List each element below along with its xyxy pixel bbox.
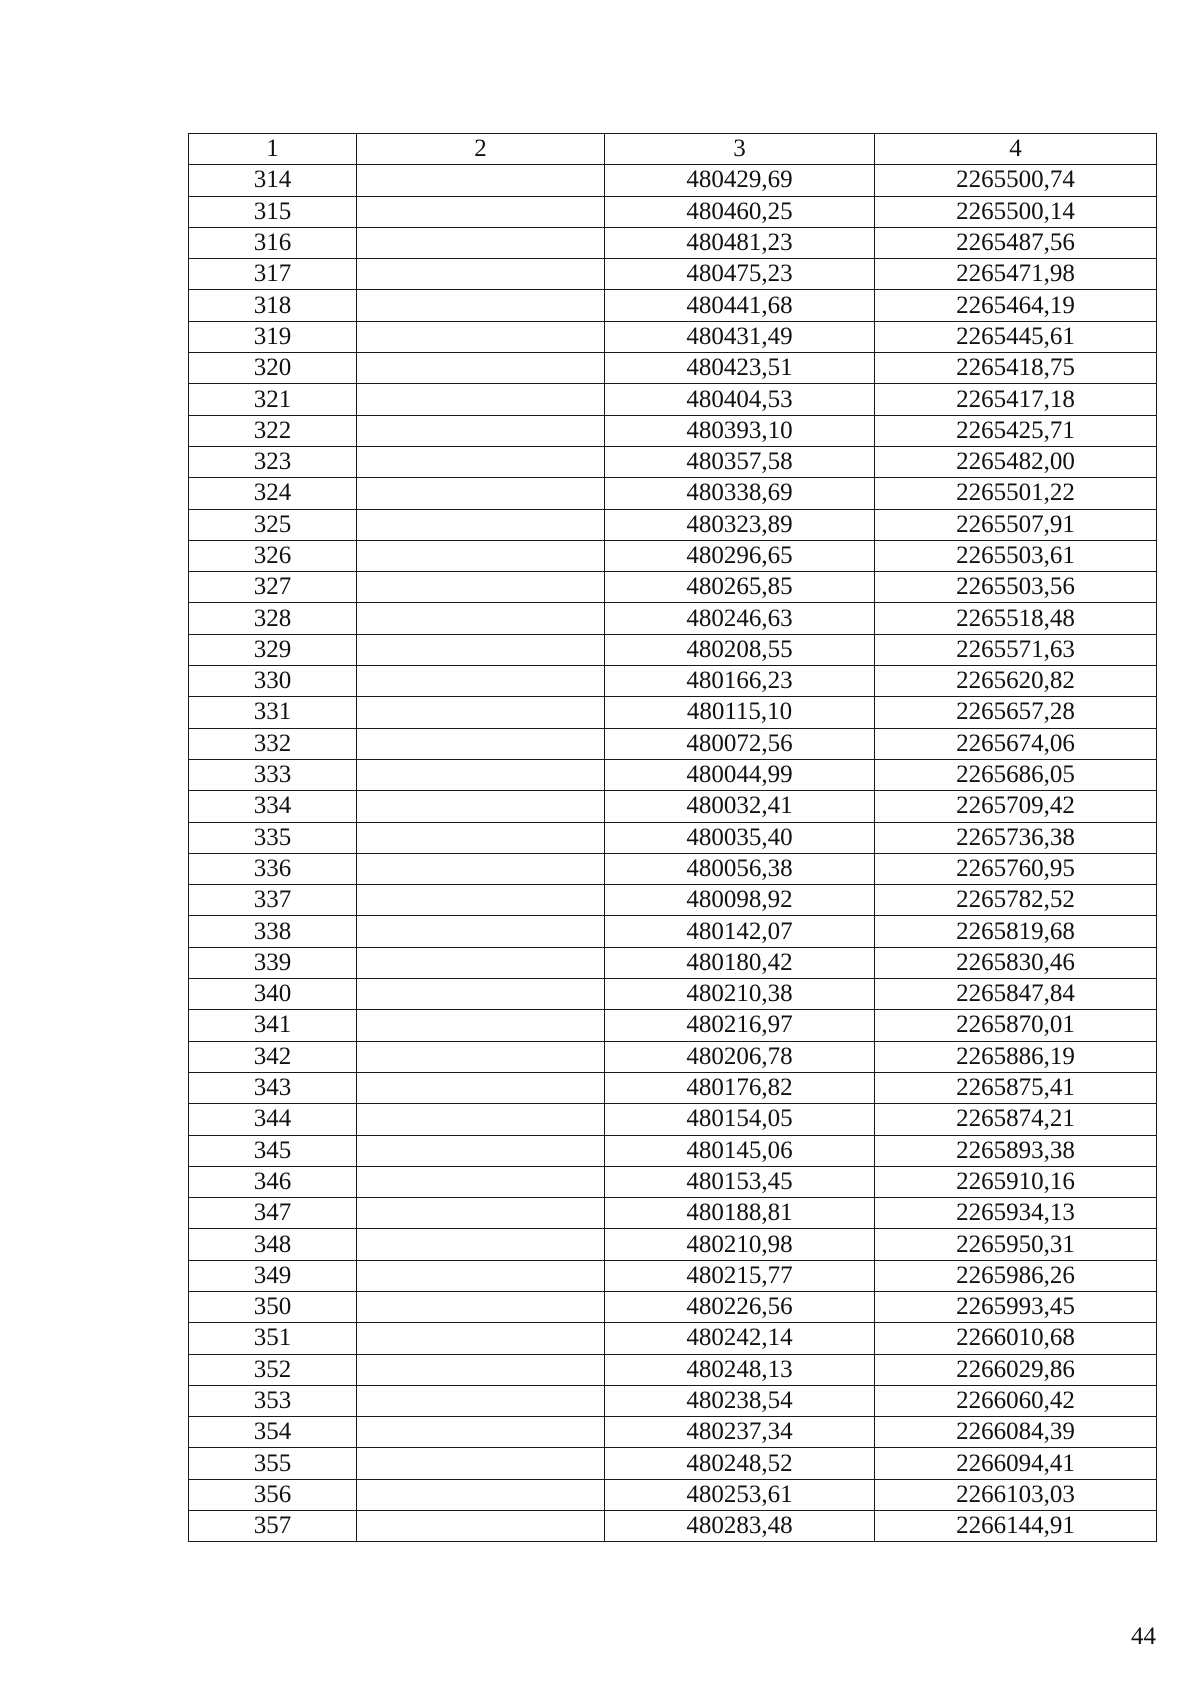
empty-cell [357,1010,605,1041]
x-coordinate-cell: 480153,45 [605,1166,875,1197]
point-number-cell: 341 [189,1010,357,1041]
table-row [189,1041,1157,1072]
empty-cell [357,885,605,916]
table-row [189,1417,1157,1448]
y-coordinate-cell: 2265657,28 [875,697,1157,728]
table-row [189,1072,1157,1103]
table-row [189,1323,1157,1354]
empty-cell [357,415,605,446]
x-coordinate-cell: 480238,54 [605,1385,875,1416]
table-row [189,540,1157,571]
table-row [189,1260,1157,1291]
point-number-cell: 354 [189,1417,357,1448]
table-row [189,853,1157,884]
point-number-cell: 340 [189,979,357,1010]
point-number-cell: 346 [189,1166,357,1197]
table-row [189,759,1157,790]
y-coordinate-cell: 2265874,21 [875,1104,1157,1135]
column-header-2: 2 [357,134,605,165]
table-row [189,384,1157,415]
table-row [189,509,1157,540]
empty-cell [357,1417,605,1448]
x-coordinate-cell: 480357,58 [605,446,875,477]
column-header-1: 1 [189,134,357,165]
y-coordinate-cell: 2265893,38 [875,1135,1157,1166]
x-coordinate-cell: 480246,63 [605,603,875,634]
x-coordinate-cell: 480142,07 [605,916,875,947]
empty-cell [357,791,605,822]
x-coordinate-cell: 480210,98 [605,1229,875,1260]
table-row [189,603,1157,634]
point-number-cell: 331 [189,697,357,728]
empty-cell [357,384,605,415]
empty-cell [357,478,605,509]
y-coordinate-cell: 2265870,01 [875,1010,1157,1041]
column-header-3: 3 [605,134,875,165]
point-number-cell: 336 [189,853,357,884]
table-row [189,1104,1157,1135]
table-row [189,1385,1157,1416]
y-coordinate-cell: 2266060,42 [875,1385,1157,1416]
point-number-cell: 322 [189,415,357,446]
empty-cell [357,290,605,321]
point-number-cell: 321 [189,384,357,415]
x-coordinate-cell: 480072,56 [605,728,875,759]
y-coordinate-cell: 2265875,41 [875,1072,1157,1103]
point-number-cell: 320 [189,353,357,384]
x-coordinate-cell: 480429,69 [605,165,875,196]
point-number-cell: 335 [189,822,357,853]
empty-cell [357,1104,605,1135]
point-number-cell: 333 [189,759,357,790]
y-coordinate-cell: 2265501,22 [875,478,1157,509]
point-number-cell: 339 [189,947,357,978]
table-row [189,916,1157,947]
y-coordinate-cell: 2265571,63 [875,634,1157,665]
y-coordinate-cell: 2265782,52 [875,885,1157,916]
x-coordinate-cell: 480035,40 [605,822,875,853]
table-row [189,791,1157,822]
y-coordinate-cell: 2265620,82 [875,666,1157,697]
point-number-cell: 316 [189,227,357,258]
y-coordinate-cell: 2266094,41 [875,1448,1157,1479]
x-coordinate-cell: 480323,89 [605,509,875,540]
point-number-cell: 353 [189,1385,357,1416]
y-coordinate-cell: 2265445,61 [875,321,1157,352]
table-header-row [189,134,1157,165]
table-row [189,196,1157,227]
x-coordinate-cell: 480242,14 [605,1323,875,1354]
point-number-cell: 337 [189,885,357,916]
point-number-cell: 330 [189,666,357,697]
table-row [189,415,1157,446]
empty-cell [357,853,605,884]
x-coordinate-cell: 480188,81 [605,1198,875,1229]
x-coordinate-cell: 480296,65 [605,540,875,571]
x-coordinate-cell: 480056,38 [605,853,875,884]
x-coordinate-cell: 480208,55 [605,634,875,665]
y-coordinate-cell: 2265507,91 [875,509,1157,540]
x-coordinate-cell: 480423,51 [605,353,875,384]
empty-cell [357,446,605,477]
x-coordinate-cell: 480237,34 [605,1417,875,1448]
point-number-cell: 349 [189,1260,357,1291]
point-number-cell: 343 [189,1072,357,1103]
x-coordinate-cell: 480253,61 [605,1479,875,1510]
point-number-cell: 329 [189,634,357,665]
empty-cell [357,353,605,384]
y-coordinate-cell: 2265709,42 [875,791,1157,822]
point-number-cell: 355 [189,1448,357,1479]
x-coordinate-cell: 480176,82 [605,1072,875,1103]
table-row [189,446,1157,477]
y-coordinate-cell: 2265464,19 [875,290,1157,321]
point-number-cell: 317 [189,259,357,290]
empty-cell [357,1511,605,1542]
point-number-cell: 347 [189,1198,357,1229]
table-row [189,979,1157,1010]
table-row [189,572,1157,603]
y-coordinate-cell: 2265847,84 [875,979,1157,1010]
empty-cell [357,634,605,665]
empty-cell [357,1323,605,1354]
x-coordinate-cell: 480154,05 [605,1104,875,1135]
empty-cell [357,979,605,1010]
x-coordinate-cell: 480206,78 [605,1041,875,1072]
x-coordinate-cell: 480338,69 [605,478,875,509]
x-coordinate-cell: 480248,13 [605,1354,875,1385]
y-coordinate-cell: 2265417,18 [875,384,1157,415]
y-coordinate-cell: 2266084,39 [875,1417,1157,1448]
x-coordinate-cell: 480180,42 [605,947,875,978]
x-coordinate-cell: 480248,52 [605,1448,875,1479]
x-coordinate-cell: 480115,10 [605,697,875,728]
y-coordinate-cell: 2265910,16 [875,1166,1157,1197]
y-coordinate-cell: 2265674,06 [875,728,1157,759]
y-coordinate-cell: 2265934,13 [875,1198,1157,1229]
point-number-cell: 319 [189,321,357,352]
y-coordinate-cell: 2266144,91 [875,1511,1157,1542]
table-row [189,1010,1157,1041]
x-coordinate-cell: 480265,85 [605,572,875,603]
y-coordinate-cell: 2265471,98 [875,259,1157,290]
x-coordinate-cell: 480098,92 [605,885,875,916]
x-coordinate-cell: 480441,68 [605,290,875,321]
point-number-cell: 344 [189,1104,357,1135]
x-coordinate-cell: 480166,23 [605,666,875,697]
empty-cell [357,1448,605,1479]
table-row [189,666,1157,697]
table-body [189,165,1157,1542]
empty-cell [357,196,605,227]
empty-cell [357,728,605,759]
table-row [189,1479,1157,1510]
table-row [189,227,1157,258]
point-number-cell: 326 [189,540,357,571]
x-coordinate-cell: 480210,38 [605,979,875,1010]
x-coordinate-cell: 480044,99 [605,759,875,790]
empty-cell [357,1260,605,1291]
y-coordinate-cell: 2265830,46 [875,947,1157,978]
empty-cell [357,572,605,603]
empty-cell [357,1479,605,1510]
table-row [189,259,1157,290]
table-row [189,353,1157,384]
empty-cell [357,321,605,352]
table-row [189,165,1157,196]
x-coordinate-cell: 480481,23 [605,227,875,258]
empty-cell [357,1291,605,1322]
column-header-4: 4 [875,134,1157,165]
point-number-cell: 327 [189,572,357,603]
y-coordinate-cell: 2265986,26 [875,1260,1157,1291]
point-number-cell: 352 [189,1354,357,1385]
empty-cell [357,916,605,947]
table-row [189,321,1157,352]
point-number-cell: 324 [189,478,357,509]
table-row [189,885,1157,916]
point-number-cell: 325 [189,509,357,540]
point-number-cell: 314 [189,165,357,196]
y-coordinate-cell: 2265482,00 [875,446,1157,477]
table-row [189,478,1157,509]
empty-cell [357,697,605,728]
point-number-cell: 348 [189,1229,357,1260]
table-row [189,1291,1157,1322]
x-coordinate-cell: 480404,53 [605,384,875,415]
point-number-cell: 357 [189,1511,357,1542]
empty-cell [357,227,605,258]
x-coordinate-cell: 480215,77 [605,1260,875,1291]
y-coordinate-cell: 2265886,19 [875,1041,1157,1072]
y-coordinate-cell: 2266010,68 [875,1323,1157,1354]
empty-cell [357,540,605,571]
x-coordinate-cell: 480460,25 [605,196,875,227]
y-coordinate-cell: 2266103,03 [875,1479,1157,1510]
y-coordinate-cell: 2265819,68 [875,916,1157,947]
y-coordinate-cell: 2265503,56 [875,572,1157,603]
empty-cell [357,1135,605,1166]
empty-cell [357,509,605,540]
y-coordinate-cell: 2265500,74 [875,165,1157,196]
table-row [189,822,1157,853]
point-number-cell: 323 [189,446,357,477]
empty-cell [357,759,605,790]
empty-cell [357,666,605,697]
empty-cell [357,822,605,853]
y-coordinate-cell: 2265418,75 [875,353,1157,384]
y-coordinate-cell: 2265518,48 [875,603,1157,634]
point-number-cell: 338 [189,916,357,947]
table-row [189,1135,1157,1166]
x-coordinate-cell: 480475,23 [605,259,875,290]
empty-cell [357,1229,605,1260]
x-coordinate-cell: 480283,48 [605,1511,875,1542]
table-row [189,1198,1157,1229]
table-row [189,1354,1157,1385]
empty-cell [357,1041,605,1072]
coordinates-table [188,133,1157,1542]
page-number: 44 [1131,1623,1156,1650]
point-number-cell: 351 [189,1323,357,1354]
table-row [189,1166,1157,1197]
point-number-cell: 315 [189,196,357,227]
x-coordinate-cell: 480226,56 [605,1291,875,1322]
point-number-cell: 332 [189,728,357,759]
y-coordinate-cell: 2265425,71 [875,415,1157,446]
y-coordinate-cell: 2265500,14 [875,196,1157,227]
table-row [189,728,1157,759]
point-number-cell: 345 [189,1135,357,1166]
empty-cell [357,165,605,196]
x-coordinate-cell: 480216,97 [605,1010,875,1041]
x-coordinate-cell: 480393,10 [605,415,875,446]
table-row [189,290,1157,321]
point-number-cell: 334 [189,791,357,822]
point-number-cell: 328 [189,603,357,634]
empty-cell [357,1072,605,1103]
y-coordinate-cell: 2265760,95 [875,853,1157,884]
empty-cell [357,1198,605,1229]
y-coordinate-cell: 2265950,31 [875,1229,1157,1260]
y-coordinate-cell: 2266029,86 [875,1354,1157,1385]
table-row [189,697,1157,728]
y-coordinate-cell: 2265686,05 [875,759,1157,790]
x-coordinate-cell: 480032,41 [605,791,875,822]
empty-cell [357,259,605,290]
empty-cell [357,603,605,634]
y-coordinate-cell: 2265503,61 [875,540,1157,571]
empty-cell [357,1385,605,1416]
point-number-cell: 350 [189,1291,357,1322]
point-number-cell: 342 [189,1041,357,1072]
point-number-cell: 356 [189,1479,357,1510]
table-row [189,1511,1157,1542]
x-coordinate-cell: 480145,06 [605,1135,875,1166]
y-coordinate-cell: 2265993,45 [875,1291,1157,1322]
table-row [189,947,1157,978]
y-coordinate-cell: 2265487,56 [875,227,1157,258]
table-row [189,1448,1157,1479]
y-coordinate-cell: 2265736,38 [875,822,1157,853]
x-coordinate-cell: 480431,49 [605,321,875,352]
empty-cell [357,1354,605,1385]
table-row [189,634,1157,665]
empty-cell [357,1166,605,1197]
table-row [189,1229,1157,1260]
point-number-cell: 318 [189,290,357,321]
empty-cell [357,947,605,978]
